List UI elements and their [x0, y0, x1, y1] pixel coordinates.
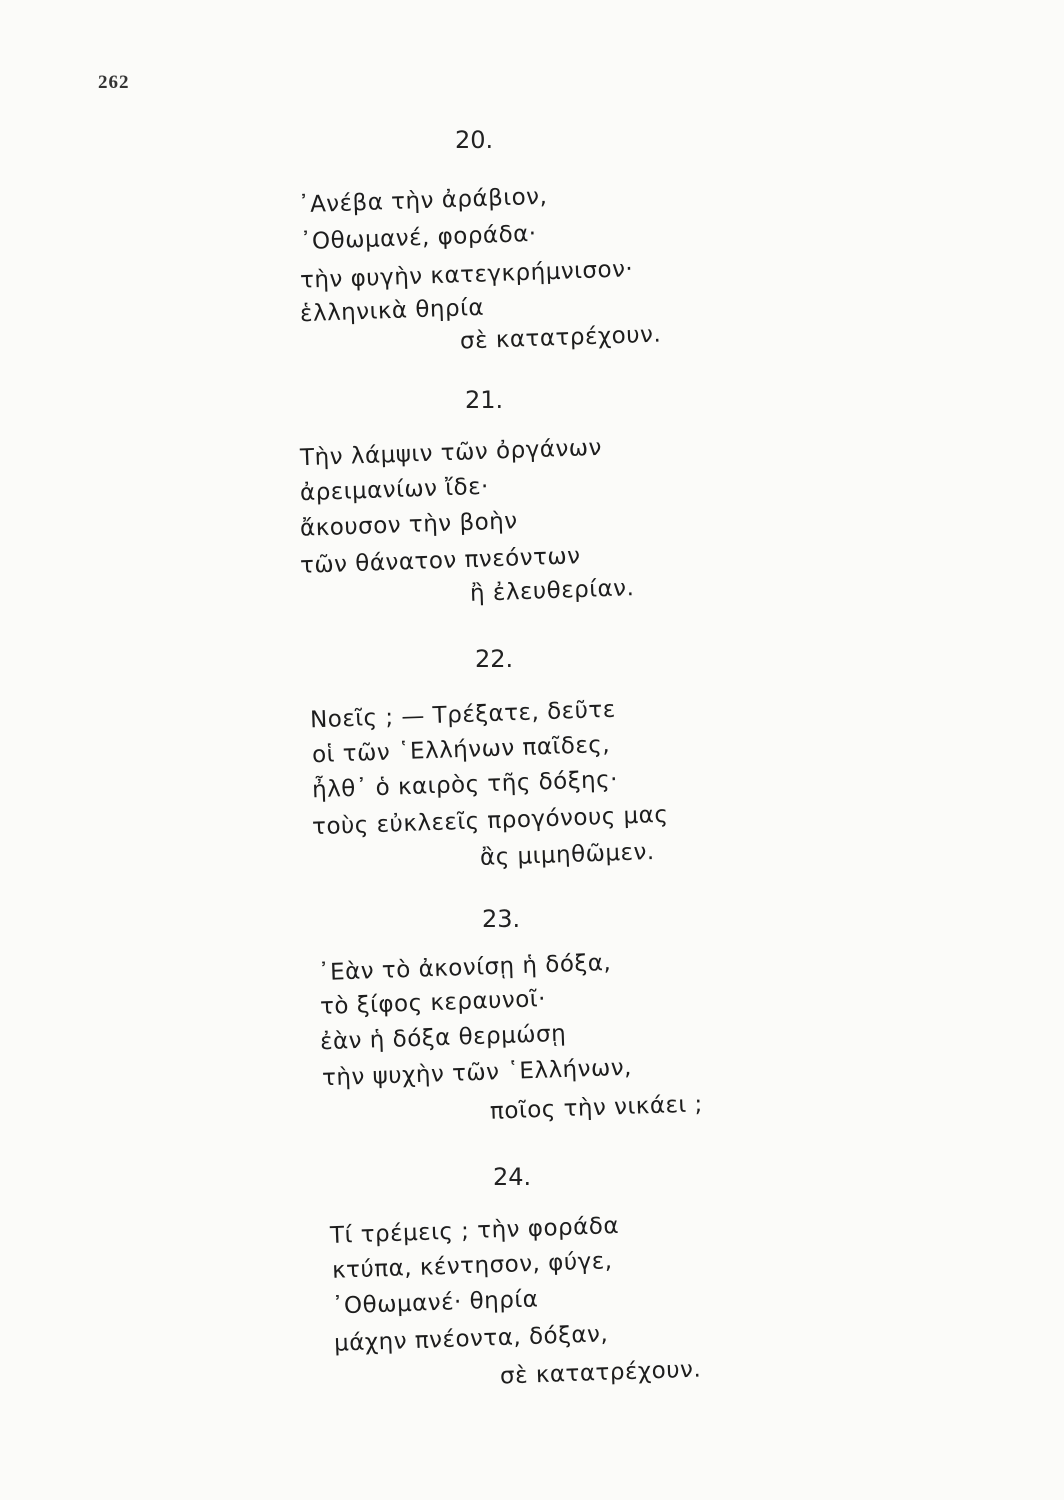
verse-line: ἄκουσον τὴν βοὴν: [299, 508, 519, 542]
stanza-number: 20.: [455, 126, 494, 154]
verse-line: τὸ ξίφος κεραυνοῖ·: [319, 986, 547, 1020]
verse-line: τοὺς εὐκλεεῖς προγόνους μας: [311, 801, 669, 841]
verse-line: οἱ τῶν ῾Ελλήνων παῖδες,: [311, 731, 611, 769]
verse-line: Τὴν λάμψιν τῶν ὀργάνων: [299, 434, 603, 472]
verse-line: μάχην πνέοντα, δόξαν,: [333, 1321, 609, 1357]
verse-line: τῶν θάνατον πνεόντων: [299, 543, 581, 579]
stanza-number: 23.: [482, 905, 521, 933]
verse-line: τὴν φυγὴν κατεγκρήμνισον·: [299, 256, 634, 294]
verse-line: ᾿Εὰν τὸ ἀκονίσῃ ἡ δόξα,: [317, 949, 612, 987]
verse-line: Τί τρέμεις ; τὴν φοράδα: [329, 1212, 620, 1250]
verse-line: ἐὰν ἡ δόξα θερμώσῃ: [319, 1020, 567, 1056]
verse-line: ἢ ἐλευθερίαν.: [469, 575, 635, 607]
verse-line: κτύπα, κέντησον, φύγε,: [331, 1248, 613, 1284]
verse-line: σὲ κατατρέχουν.: [499, 1356, 702, 1390]
verse-line: ποῖος τὴν νικάει ;: [489, 1091, 704, 1125]
verse-line: ᾿Οθωμανέ, φοράδα·: [299, 220, 538, 256]
stanza-number: 22.: [475, 645, 514, 673]
page-number: 262: [98, 72, 130, 93]
verse-line: ᾿Οθωμανέ· θηρία: [331, 1286, 539, 1320]
verse-line: σὲ κατατρέχουν.: [459, 321, 662, 355]
stanza-number: 21.: [465, 386, 504, 414]
verse-line: ἦλθ᾿ ὁ καιρὸς τῆς δόξης·: [311, 766, 619, 804]
verse-line: ἑλληνικὰ θηρία: [299, 294, 485, 328]
verse-line: τὴν ψυχὴν τῶν ῾Ελλήνων,: [321, 1054, 633, 1092]
verse-line: ἀρειμανίων ἴδε·: [299, 473, 490, 507]
verse-line: Νοεῖς ; — Τρέξατε, δεῦτε: [309, 696, 617, 734]
stanza-number: 24.: [493, 1163, 532, 1191]
verse-line: ἂς μιμηθῶμεν.: [479, 838, 656, 872]
verse-line: ᾿Ανέβα τὴν ἀράβιον,: [297, 183, 548, 219]
